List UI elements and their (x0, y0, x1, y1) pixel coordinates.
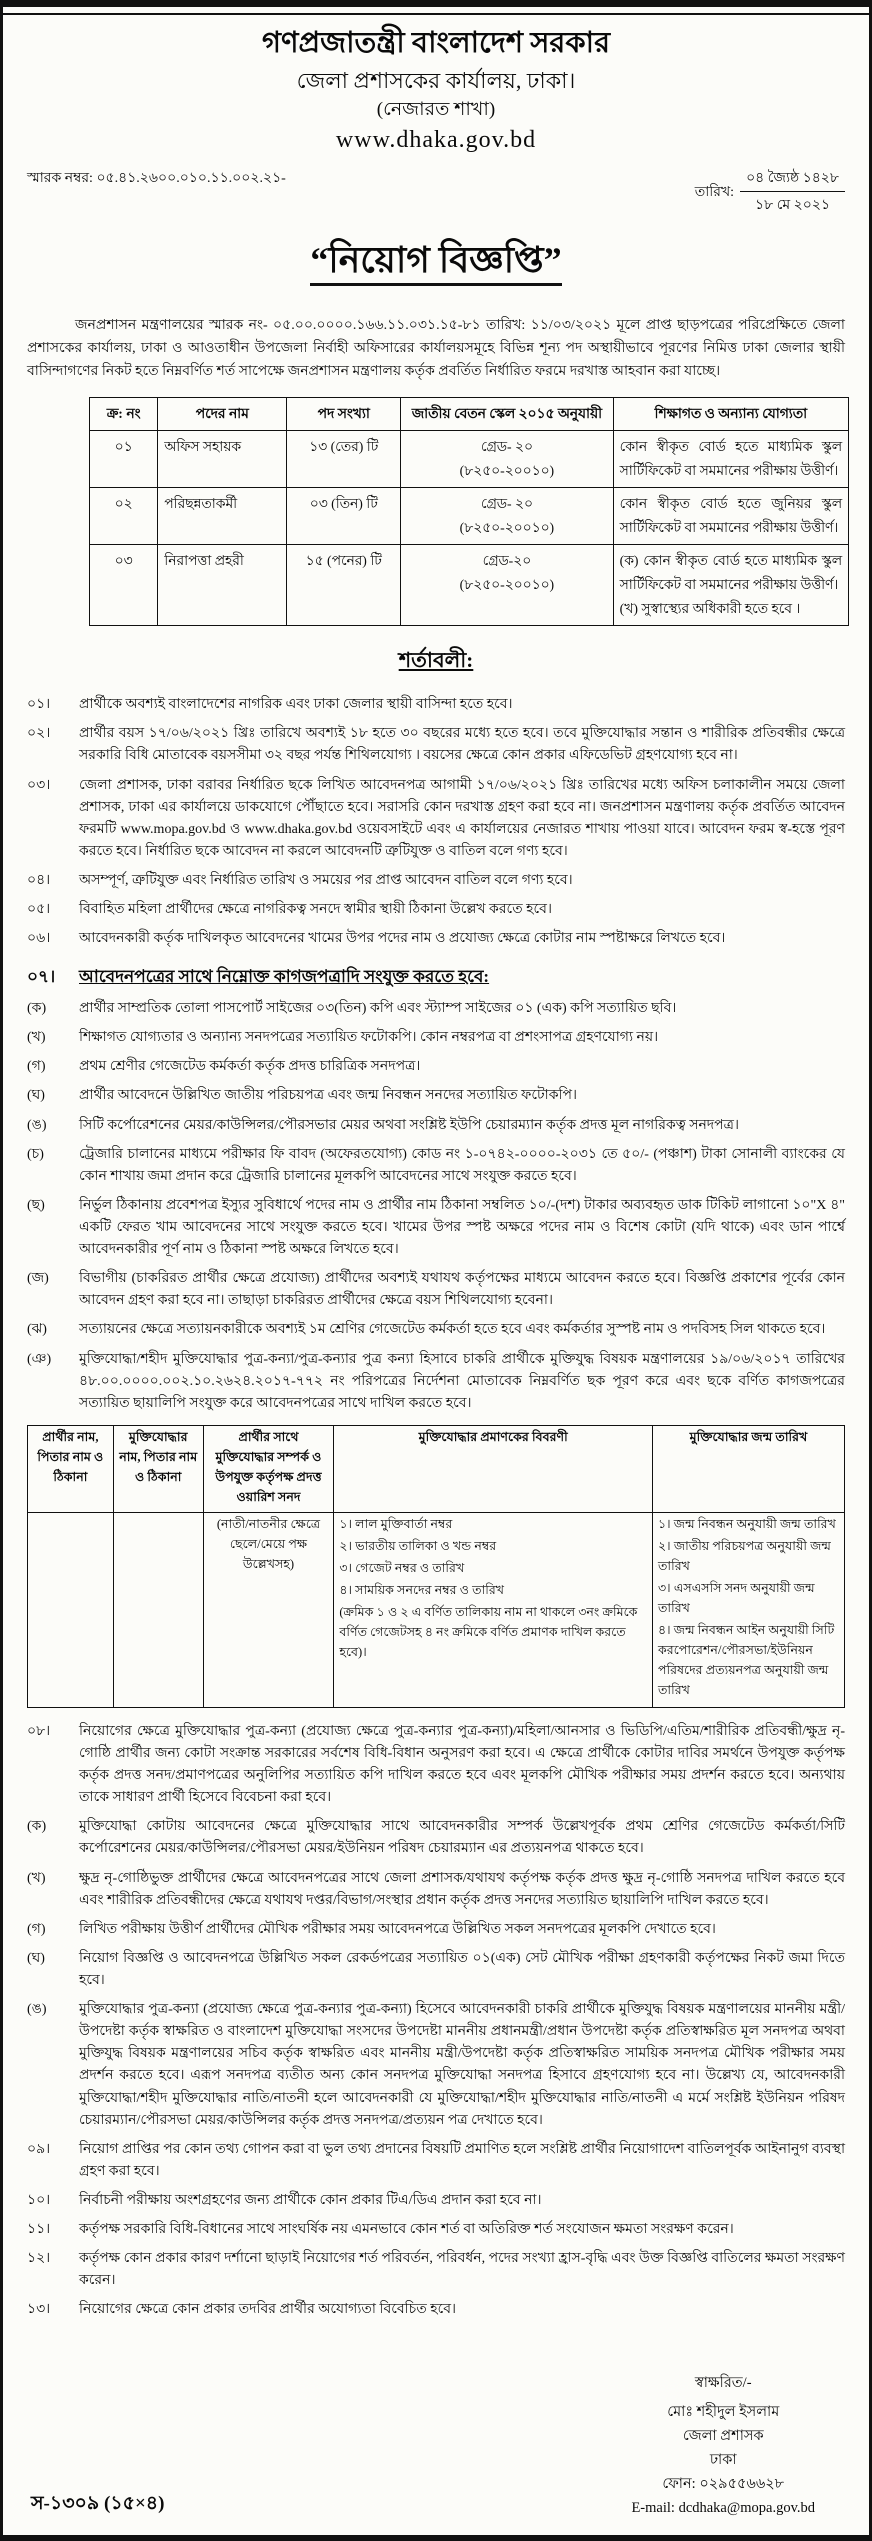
signature-block (631, 2372, 815, 2522)
post-sl: ০২ (90, 488, 158, 545)
signatory-designation: জেলা প্রশাসক (682, 2428, 764, 2445)
proof-line: ৪। সাময়িক সনদের নম্বর ও তারিখ (339, 1582, 505, 1597)
condition-text: প্রার্থীর বয়স ১৭/০৬/২০২১ খ্রিঃ তারিখে অবশ্যই ১৮ হতে ৩০ বছরের মধ্যে হতে হবে। তবে মুক্তিযোদ্ধার সন্তান ও শারীরিক প্রতিবন্ধীর ক্ষেত্রে সরকারি বিধি মোতাবেক বয়সসীমা ৩২ বছর পর্যন্ত শিথিলযোগ্য । বয়সের ক্ষেত্রে কোন প্রকার এফিডেভিট গ্রহণযোগ্য হবে না। (79, 726, 845, 764)
quota-subitem (27, 1919, 845, 1941)
condition-text: জেলা প্রশাসক, ঢাকা বরাবর নির্ধারিত ছকে লিখিত আবেদনপত্র আগামী ১৭/০৬/২০২১ খ্রিঃ তারিখের মধ্যে অফিস চলাকালীন সময়ে জেলা প্রশাসক, ঢাকা এর কার্যালয়ে ডাকযোগে পৌঁছাতে হবে। সরাসরি কোন দরখাস্ত গ্রহণ করা হবে না। জনপ্রশাসন মন্ত্রণালয় কর্তৃক প্রবর্তিত আবেদন ফরমটি www.mopa.gov.bd ও www.dhaka.gov.bd ওয়েবসাইটে এবং এ কার্যালয়ের নেজারত শাখায় পাওয়া যাবে। আবেদন ফরম স্ব-হস্তে পূরণ করতে হবে। নির্ধারিত ছকে আবেদন না করলে আবেদনটি ত্রুটিযুক্ত ও বাতিল বলে গণ্য হবে। (79, 777, 845, 859)
posts-header-qualification: শিক্ষাগত ও অন্যান্য যোগ্যতা (613, 398, 848, 431)
condition-text: নিয়োগ প্রাপ্তির পর কোন তথ্য গোপন করা বা ভুল তথ্য প্রদানের বিষয়টি প্রমাণিত হলে সংশ্লিষ্ট প্রার্থীর নিয়োগাদেশ বাতিলপূর্বক আইনানুগ ব্যবস্থা গ্রহণ করা হবে। (79, 2141, 846, 2179)
condition-number: ১৩। (27, 2302, 51, 2318)
scale-grade: গ্রেড- ২০ (480, 496, 533, 512)
notice-title: “নিয়োগ বিজ্ঞপ্তি” (310, 240, 561, 286)
attachment-label: (ঘ) (27, 1088, 45, 1104)
top-rule (3, 13, 869, 15)
post-qualification: কোন স্বীকৃত বোর্ড হতে মাধ্যমিক স্কুল সার্টিফিকেট বা সমমানের পরীক্ষায় উত্তীর্ণ। (613, 431, 848, 488)
signed-label: স্বাক্ষরিত/- (694, 2374, 752, 2391)
condition-text: আবেদনকারী কর্তৃক দাখিলকৃত আবেদনের খামের উপর পদের নাম ও প্রযোজ্য ক্ষেত্রে কোটার নাম স্পষ্টাক্ষরে লিখতে হবে। (79, 931, 726, 947)
freedom-fighter-table (27, 1425, 845, 1708)
condition-item (27, 899, 845, 921)
date-stack (740, 166, 845, 217)
quota-label: (ক) (27, 1819, 47, 1835)
condition-text: বিবাহিত মহিলা প্রার্থীদের ক্ষেত্রে নাগরিকত্ব সনদে স্বামীর স্থায়ী ঠিকানা উল্লেখ করতে হবে। (79, 902, 552, 918)
condition-item (27, 928, 845, 950)
condition-number: ০১। (27, 697, 51, 713)
attachment-item (27, 998, 845, 1020)
attachment-text: সত্যায়নের ক্ষেত্রে সত্যায়নকারীকে অবশ্যই ১ম শ্রেণির গেজেটেড কর্মকর্তা হতে হবে এবং কর্মকর্তার সুস্পষ্ট নাম ও পদবিসহ সিল থাকতে হবে। (79, 1322, 826, 1338)
condition-number: ০২। (27, 726, 51, 742)
post-sl: ০১ (90, 431, 158, 488)
condition-number: ১০। (27, 2192, 51, 2208)
attachment-text: প্রার্থীর আবেদনে উল্লিখিত জাতীয় পরিচয়পত্র এবং জন্ম নিবন্ধন সনদের সত্যায়িত ফটোকপি। (79, 1088, 578, 1104)
section7-heading-row (27, 964, 845, 991)
quota-label: (খ) (27, 1870, 46, 1886)
signatory-phone: ফোন: ০২৯৫৫৬৬২৮ (662, 2476, 785, 2493)
website-url: www.dhaka.gov.bd (335, 126, 537, 153)
condition-text: নিয়োগের ক্ষেত্রে মুক্তিযোদ্ধার পুত্র-কন্যা (প্রযোজ্য ক্ষেত্রে পুত্র-কন্যার পুত্র-কন্যা)/মহিলা/আনসার ও ভিডিপি/এতিম/শারীরিক প্রতিবন্ধী/ক্ষুদ্র নৃ-গোষ্ঠি প্রার্থীর জন্য কোটা সংক্রান্ত সরকারের সর্বশেষ বিধি-বিধান অনুসরণ করা হবে। এ ক্ষেত্রে প্রার্থীকে কোটার দাবির সমর্থনে উপযুক্ত কর্তৃপক্ষ কর্তৃক প্রদত্ত সনদ/প্রমাণপত্রের অনুলিপির সত্যায়িত কপি দাখিল করতে হবে এবং মূলকপি মৌখিক পরীক্ষার সময় প্রদর্শন করতে হবে। অন্যথায় তাকে সাধারণ প্রার্থী হিসেবে বিবেচনা করা হবে। (79, 1723, 845, 1806)
post-name: পরিছন্নতাকর্মী (158, 488, 287, 545)
condition-number: ০৪। (27, 872, 51, 888)
post-name: নিরাপত্তা প্রহরী (158, 545, 287, 626)
posts-header-sl: ক্র: নং (90, 398, 158, 431)
ff-cell-dob (652, 1512, 844, 1707)
date-label: তারিখ: (694, 184, 735, 200)
attachment-item (27, 1268, 845, 1312)
condition-text: প্রার্থীকে অবশ্যই বাংলাদেশের নাগরিক এবং ঢাকা জেলার স্থায়ী বাসিন্দা হতে হবে। (79, 697, 513, 713)
condition-item (27, 694, 845, 716)
proof-line: ২। ভারতীয় তালিকা ও খন্ড নম্বর (339, 1538, 497, 1553)
ff-cell-proof (334, 1512, 653, 1707)
attachment-text: প্রার্থীর সাম্প্রতিক তোলা পাসপোর্ট সাইজের ০৩(তিন) কপি এবং স্ট্যাম্প সাইজের ০১ (এক) কপি সত্যায়িত ছবি। (79, 1001, 677, 1017)
quota-label: (গ) (27, 1921, 46, 1937)
branch-name: (নেজারত শাখা) (376, 99, 496, 121)
scale-range: (৮২৫০-২০০১০) (459, 463, 555, 479)
post-count: ১৩ (তের) টি (287, 431, 401, 488)
date-bangla: ০৪ জ্যৈষ্ঠ ১৪২৮ (740, 166, 845, 192)
quota-subitem (27, 1948, 845, 1992)
posts-table-header-row (90, 398, 849, 431)
condition-number: ১২। (27, 2251, 51, 2267)
post-name: অফিস সহায়ক (158, 431, 287, 488)
attachment-item (27, 1195, 845, 1261)
attachment-item (27, 1144, 845, 1188)
attachment-label: (খ) (27, 1030, 46, 1046)
condition-text: নিয়োগের ক্ষেত্রে কোন প্রকার তদবির প্রার্থীর অযোগ্যতা বিবেচিত হবে। (79, 2302, 456, 2318)
condition-text: কর্তৃপক্ষ সরকারি বিধি-বিধানের সাথে সাংঘর্ষিক নয় এমনভাবে কোন শর্ত বা অতিরিক্ত শর্ত সংযোজন ক্ষমতা সংরক্ষণ করেন। (79, 2222, 734, 2238)
scale-grade: গ্রেড- ২০ (480, 439, 533, 455)
attachment-label: (ঝ) (27, 1322, 47, 1338)
ff-table-body-row (28, 1512, 845, 1707)
post-qualification (613, 545, 848, 626)
attachment-label: (চ) (27, 1146, 44, 1162)
quota-text: ক্ষুদ্র নৃ-গোষ্ঠিভুক্ত প্রার্থীদের ক্ষেত্রে আবেদনপত্রের সাথে জেলা প্রশাসক/যথাযথ কর্তৃপক্ষ কর্তৃক প্রদত্ত ক্ষুদ্র নৃ-গোষ্ঠি সনদপত্র দাখিল করতে হবে এবং শারীরিক প্রতিবন্ধীদের ক্ষেত্রে যথাযথ দপ্তর/বিভাগ/সংস্থার প্রধান কর্তৃক প্রদত্ত সনদের সত্যায়িত ছায়ালিপি দাখিল করতে হবে। (79, 1870, 845, 1908)
scale-grade: গ্রেড-২০ (482, 553, 532, 569)
signatory-email: E-mail: dcdhaka@mopa.gov.bd (631, 2500, 815, 2517)
quota-text: নিয়োগ বিজ্ঞপ্তি ও আবেদনপত্রে উল্লিখিত সকল রেকর্ডপত্রের সত্যায়িত ০১(এক) সেট মৌখিক পরীক্ষা গ্রহণকারী কর্তৃপক্ষের নিকট জমা দিতে হবে। (79, 1950, 845, 1988)
ff-cell-applicant (28, 1512, 114, 1707)
condition-item (27, 723, 845, 767)
attachment-text: শিক্ষাগত যোগ্যতার ও অন্যান্য সনদপত্রের সত্যায়িত ফটোকপি। কোন নম্বরপত্র বা প্রশংসাপত্র গ্রহণযোগ্য নয়। (79, 1030, 659, 1046)
condition-number: ০৬। (27, 931, 51, 947)
ff-header-relation: প্রার্থীর সাথে মুক্তিযোদ্ধার সম্পর্ক ও উপযুক্ত কর্তৃপক্ষ প্রদত্ত ওয়ারিশ সনদ (203, 1425, 334, 1512)
condition-item (27, 2190, 845, 2212)
posts-header-scale: জাতীয় বেতন স্কেল ২০১৫ অনুযায়ী (401, 398, 614, 431)
table-row (90, 545, 849, 626)
posts-header-count: পদ সংখ্যা (287, 398, 401, 431)
bottom-row (27, 2322, 845, 2526)
office-name: জেলা প্রশাসকের কার্যালয়, ঢাকা। (296, 67, 576, 93)
qualification-b: (খ) সুস্বাস্থ্যের অধিকারী হতে হবে । (619, 601, 801, 617)
attachment-item (27, 1349, 845, 1415)
signatory-district: ঢাকা (709, 2452, 737, 2469)
conditions-heading-wrap (27, 644, 845, 679)
attachment-text: মুক্তিযোদ্ধা/শহীদ মুক্তিযোদ্ধার পুত্র-কন্যা/পুত্র-কন্যার পুত্র কন্যা হিসাবে চাকরি প্রার্থীকে মুক্তিযুদ্ধ বিষয়ক মন্ত্রণালয়ের ১৯/০৬/২০১৭ তারিখের ৪৮.০০.০০০০.০০২.১০.২৬২৪.২০১৭-৭৭২ নং পরিপত্রের নির্দেশনা মোতাবেক নিম্নবর্ণিত ছক পূরণ করে এবং ছকে বর্ণিত কাগজপত্রের সত্যায়িত ছায়ালিপি সংযুক্ত করে আবেদনপত্রের সাথে দাখিল করতে হবে। (79, 1351, 845, 1411)
attachment-item (27, 1085, 845, 1107)
condition-number: ০৯। (27, 2141, 51, 2157)
condition-item (27, 2139, 845, 2183)
post-sl: ০৩ (90, 545, 158, 626)
attachment-item (27, 1319, 845, 1341)
date-block (695, 166, 845, 217)
letterhead (27, 25, 845, 156)
condition-text: অসম্পূর্ণ, ত্রুটিযুক্ত এবং নির্ধারিত তারিখ ও সময়ের পর প্রাপ্ত আবেদন বাতিল বলে গণ্য হবে। (79, 872, 573, 888)
quota-subitem (27, 1868, 845, 1912)
qualification-a: (ক) কোন স্বীকৃত বোর্ড হতে মাধ্যমিক স্কুল সার্টিফিকেট বা সমমানের পরীক্ষায় উত্তীর্ণ। (619, 553, 842, 593)
quota-label: (ঙ) (27, 2002, 47, 2018)
post-qualification: কোন স্বীকৃত বোর্ড হতে জুনিয়র স্কুল সার্টিফিকেট বা সমমানের পরীক্ষায় উত্তীর্ণ। (613, 488, 848, 545)
post-count: ১৫ (পনের) টি (287, 545, 401, 626)
post-count: ০৩ (তিন) টি (287, 488, 401, 545)
condition-number: ১১। (27, 2222, 51, 2238)
intro-paragraph: জনপ্রশাসন মন্ত্রণালয়ের স্মারক নং- ০৫.০০.০০০০.১৬৬.১১.০৩১.১৫-৮১ তারিখ: ১১/০৩/২০২১ মূলে প্রাপ্ত ছাড়পত্রের পরিপ্রেক্ষিতে জেলা প্রশাসকের কার্যালয়, ঢাকা ও আওতাধীন উপজেলা নির্বাহী অফিসারের কার্যালয়সমূহে বিভিন্ন শূন্য পদ অস্থায়ীভাবে পূরণের নিমিত্ত ঢাকা জেলার স্থায়ী বাসিন্দাগণের নিকট হতে নিম্নবর্ণিত শর্ত সাপেক্ষে জনপ্রশাসন মন্ত্রণালয় কর্তৃক প্রবর্তিত নির্ধারিত ফরমে দরখাস্ত আহবান করা যাচ্ছে। (27, 318, 845, 379)
quota-subitem (27, 1816, 845, 1860)
dob-line: ৪। জন্ম নিবন্ধন আইন অনুযায়ী সিটি করপোরেশন/পৌরসভা/ইউনিয়ন পরিষদের প্রত্যয়নপত্র অনুযায়ী জন্ম তারিখ (657, 1622, 835, 1697)
dob-line: ৩। এসএসসি সনদ অনুযায়ী জন্ম তারিখ (657, 1580, 815, 1615)
attachment-text: সিটি কর্পোরেশনের মেয়র/কাউন্সিলর/পৌরসভার মেয়র অথবা সংশ্লিষ্ট ইউপি চেয়ারম্যান কর্তৃক প্রদত্ত মূল নাগরিকত্ব সনদপত্র। (79, 1117, 739, 1133)
post-scale (401, 545, 614, 626)
condition-item (27, 2248, 845, 2292)
attachment-text: বিভাগীয় (চাকরিরত প্রার্থীর ক্ষেত্রে প্রযোজ্য) প্রার্থীদের অবশ্যই যথাযথ কর্তৃপক্ষের মাধ্যমে আবেদন করতে হবে। বিজ্ঞপ্তি প্রকাশের পূর্বের কোন আবেদন গ্রহণ করা হবে না। তাছাড়া চাকরিরত প্রার্থীদের ক্ষেত্রে বয়স শিথিলযোগ্য হবেনা। (79, 1271, 845, 1309)
table-row (90, 488, 849, 545)
ff-header-dob: মুক্তিযোদ্ধার জন্ম তারিখ (652, 1425, 844, 1512)
condition-number: ০৮। (27, 1723, 51, 1739)
ff-cell-relation: (নাতী/নাতনীর ক্ষেত্রে ছেলে/মেয়ে পক্ষ উল্লেখসহ) (203, 1512, 334, 1707)
attachment-label: (ছ) (27, 1197, 45, 1213)
ff-header-applicant: প্রার্থীর নাম, পিতার নাম ও ঠিকানা (28, 1425, 114, 1512)
memo-date-row (27, 166, 845, 217)
signatory-name: মোঃ শহীদুল ইসলাম (667, 2404, 780, 2421)
post-scale (401, 431, 614, 488)
condition-item (27, 1721, 845, 1809)
condition-item (27, 2299, 845, 2321)
dob-line: ১। জন্ম নিবন্ধন অনুযায়ী জন্ম তারিখ (657, 1516, 836, 1531)
attachment-label: (গ) (27, 1059, 46, 1075)
section7-heading: আবেদনপত্রের সাথে নিম্নোক্ত কাগজপত্রাদি সংযুক্ত করতে হবে: (79, 967, 490, 987)
memo-number: স্মারক নম্বর: ০৫.৪১.২৬০০.০১০.১১.০০২.২১- (27, 171, 286, 187)
quota-text: মুক্তিযোদ্ধা কোটায় আবেদনের ক্ষেত্রে মুক্তিযোদ্ধার সাথে আবেদনকারীর সম্পর্ক উল্লেখপূর্বক প্রথম শ্রেণির গেজেটেড কর্মকর্তা/সিটি কর্পোরেশনের মেয়র/কাউন্সিলর/পৌরসভা মেয়র/ইউনিয়ন পরিষদ চেয়ারম্যান এর প্রত্যয়নপত্র থাকতে হবে। (79, 1819, 845, 1857)
ff-cell-fighter (113, 1512, 203, 1707)
posts-table (89, 397, 849, 626)
conditions-heading: শর্তাবলী: (398, 648, 474, 673)
condition-item (27, 775, 845, 863)
quota-subitem (27, 1999, 845, 2132)
attachment-label: (জ) (27, 1271, 49, 1287)
condition-number: ০৩। (27, 777, 51, 793)
section7-number: ০৭। (27, 967, 56, 987)
attachment-label: (ঞ) (27, 1351, 52, 1367)
attachment-label: (ক) (27, 1001, 47, 1017)
ff-header-fighter: মুক্তিযোদ্ধার নাম, পিতার নাম ও ঠিকানা (113, 1425, 203, 1512)
attachment-item (27, 1056, 845, 1078)
scale-range: (৮২৫০-২০০১০) (459, 577, 555, 593)
ff-table-header-row (28, 1425, 845, 1512)
date-gregorian: ১৮ মে ২০২১ (755, 198, 831, 214)
condition-item (27, 2219, 845, 2241)
quota-text: লিখিত পরীক্ষায় উত্তীর্ণ প্রার্থীদের মৌখিক পরীক্ষার সময় আবেদনপত্রে উল্লিখিত সকল সনদপত্রের মূলকপি দেখাতে হবে। (79, 1921, 716, 1937)
quota-label: (ঘ) (27, 1950, 45, 1966)
post-scale (401, 488, 614, 545)
attachment-item (27, 1115, 845, 1137)
attachment-item (27, 1027, 845, 1049)
ff-header-proof: মুক্তিযোদ্ধার প্রমাণকের বিবরণী (334, 1425, 653, 1512)
quota-text: মুক্তিযোদ্ধার পুত্র-কন্যা (প্রযোজ্য ক্ষেত্রে পুত্র-কন্যার পুত্র-কন্যা) হিসেবে আবেদনকারী চাকরি প্রার্থীকে মুক্তিযুদ্ধ বিষয়ক মন্ত্রণালয়ের মাননীয় মন্ত্রী/উপদেষ্টা কর্তৃক স্বাক্ষরিত ও বাংলাদেশ মুক্তিযোদ্ধা সংসদের উপদেষ্টা মাননীয় প্রধানমন্ত্রী/প্রধান উপদেষ্টা কর্তৃক প্রতিস্বাক্ষরিত মূল সনদপত্র অথবা মুক্তিযুদ্ধ বিষয়ক মন্ত্রণালয়ের সচিব কর্তৃক স্বাক্ষরিত এবং মাননীয় মন্ত্রী/উপদেষ্টা কর্তৃক প্রতিস্বাক্ষরিত সাময়িক সনদপত্র মৌখিক পরীক্ষার সময় প্রদর্শন করতে হবে। এরূপ সনদপত্র ব্যতীত অন্য কোন সনদপত্র মুক্তিযোদ্ধা সনদপত্র হিসাবে গ্রহণযোগ্য হবে না। উল্লেখ্য যে, আবেদনকারী মুক্তিযোদ্ধা/শহীদ মুক্তিযোদ্ধার নাতি/নাতনী হলে আবেদনকারী যে মুক্তিযোদ্ধা/শহীদ মুক্তিযোদ্ধার নাতি/নাতনী এ মর্মে সংশ্লিষ্ট ইউনিয়ন পরিষদ চেয়ারম্যান/পৌরসভা মেয়র/কাউন্সিলর কর্তৃক প্রদত্ত সনদপত্র/প্রত্যয়ন পত্র দেখাতে হবে। (79, 2002, 845, 2128)
government-name: গণপ্রজাতন্ত্রী বাংলাদেশ সরকার (261, 27, 611, 59)
dob-line: ২। জাতীয় পরিচয়পত্র অনুযায়ী জন্ম তারিখ (657, 1538, 831, 1573)
proof-note: (ক্রমিক ১ ও ২ এ বর্ণিত তালিকায় নাম না থাকলে ৩নং ক্রমিকে বর্ণিত গেজেটসহ ৪ নং ক্রমিকে বর্ণিত প্রমাণক দাখিল করতে হবে)। (339, 1604, 638, 1659)
proof-line: ৩। গেজেট নম্বর ও তারিখ (339, 1560, 465, 1575)
condition-item (27, 870, 845, 892)
table-row (90, 431, 849, 488)
condition-text: নির্বাচনী পরীক্ষায় অংশগ্রহণের জন্য প্রার্থীকে কোন প্রকার টিএ/ডিএ প্রদান করা হবে না। (79, 2192, 542, 2208)
attachment-text: ট্রেজারি চালানের মাধ্যমে পরীক্ষার ফি বাবদ (অফেরতযোগ্য) কোড নং ১-০৭৪২-০০০০-২০৩১ তে ৫০/- (পঞ্চাশ) টাকা সোনালী ব্যাংকের যে কোন শাখায় জমা প্রদান করে ট্রেজারি চালানের মূলকপি আবেদনের সাথে সংযুক্ত করতে হবে। (79, 1146, 845, 1184)
attachment-label: (ঙ) (27, 1117, 47, 1133)
condition-text: কর্তৃপক্ষ কোন প্রকার কারণ দর্শানো ছাড়াই নিয়োগের শর্ত পরিবর্তন, পরিবর্ধন, পদের সংখ্যা হ্রাস-বৃদ্ধি এবং উক্ত বিজ্ঞপ্তি বাতিলের ক্ষমতা সংরক্ষণ করেন। (79, 2251, 845, 2289)
condition-number: ০৫। (27, 902, 51, 918)
attachment-text: নির্ভুল ঠিকানায় প্রবেশপত্র ইস্যুর সুবিধার্থে পদের নাম ও প্রার্থীর নাম ঠিকানা সম্বলিত ১০/-(দশ) টাকার অব্যবহৃত ডাক টিকিট লাগানো ১০"X ৪" একটি ফেরত খাম আবেদনের সাথে সংযুক্ত করতে হবে। খামের উপর স্পষ্ট অক্ষরে পদের নাম ও বিশেষ কোটা (যদি থাকে) এবং ডান পার্শ্বে আবেদনকারীর পূর্ণ নাম ও ঠিকানা স্পষ্ট অক্ষরে লিখতে হবে। (79, 1197, 845, 1258)
notice-title-wrap (27, 233, 845, 293)
attachment-text: প্রথম শ্রেণীর গেজেটেড কর্মকর্তা কর্তৃক প্রদত্ত চারিত্রিক সনদপত্র। (79, 1059, 421, 1075)
scale-range: (৮২৫০-২০০১০) (459, 520, 555, 536)
proof-line: ১। লাল মুক্তিবার্তা নম্বর (339, 1516, 453, 1531)
print-code: স-১৩০৯ (১৫×৪) (31, 2493, 165, 2515)
posts-header-post: পদের নাম (158, 398, 287, 431)
